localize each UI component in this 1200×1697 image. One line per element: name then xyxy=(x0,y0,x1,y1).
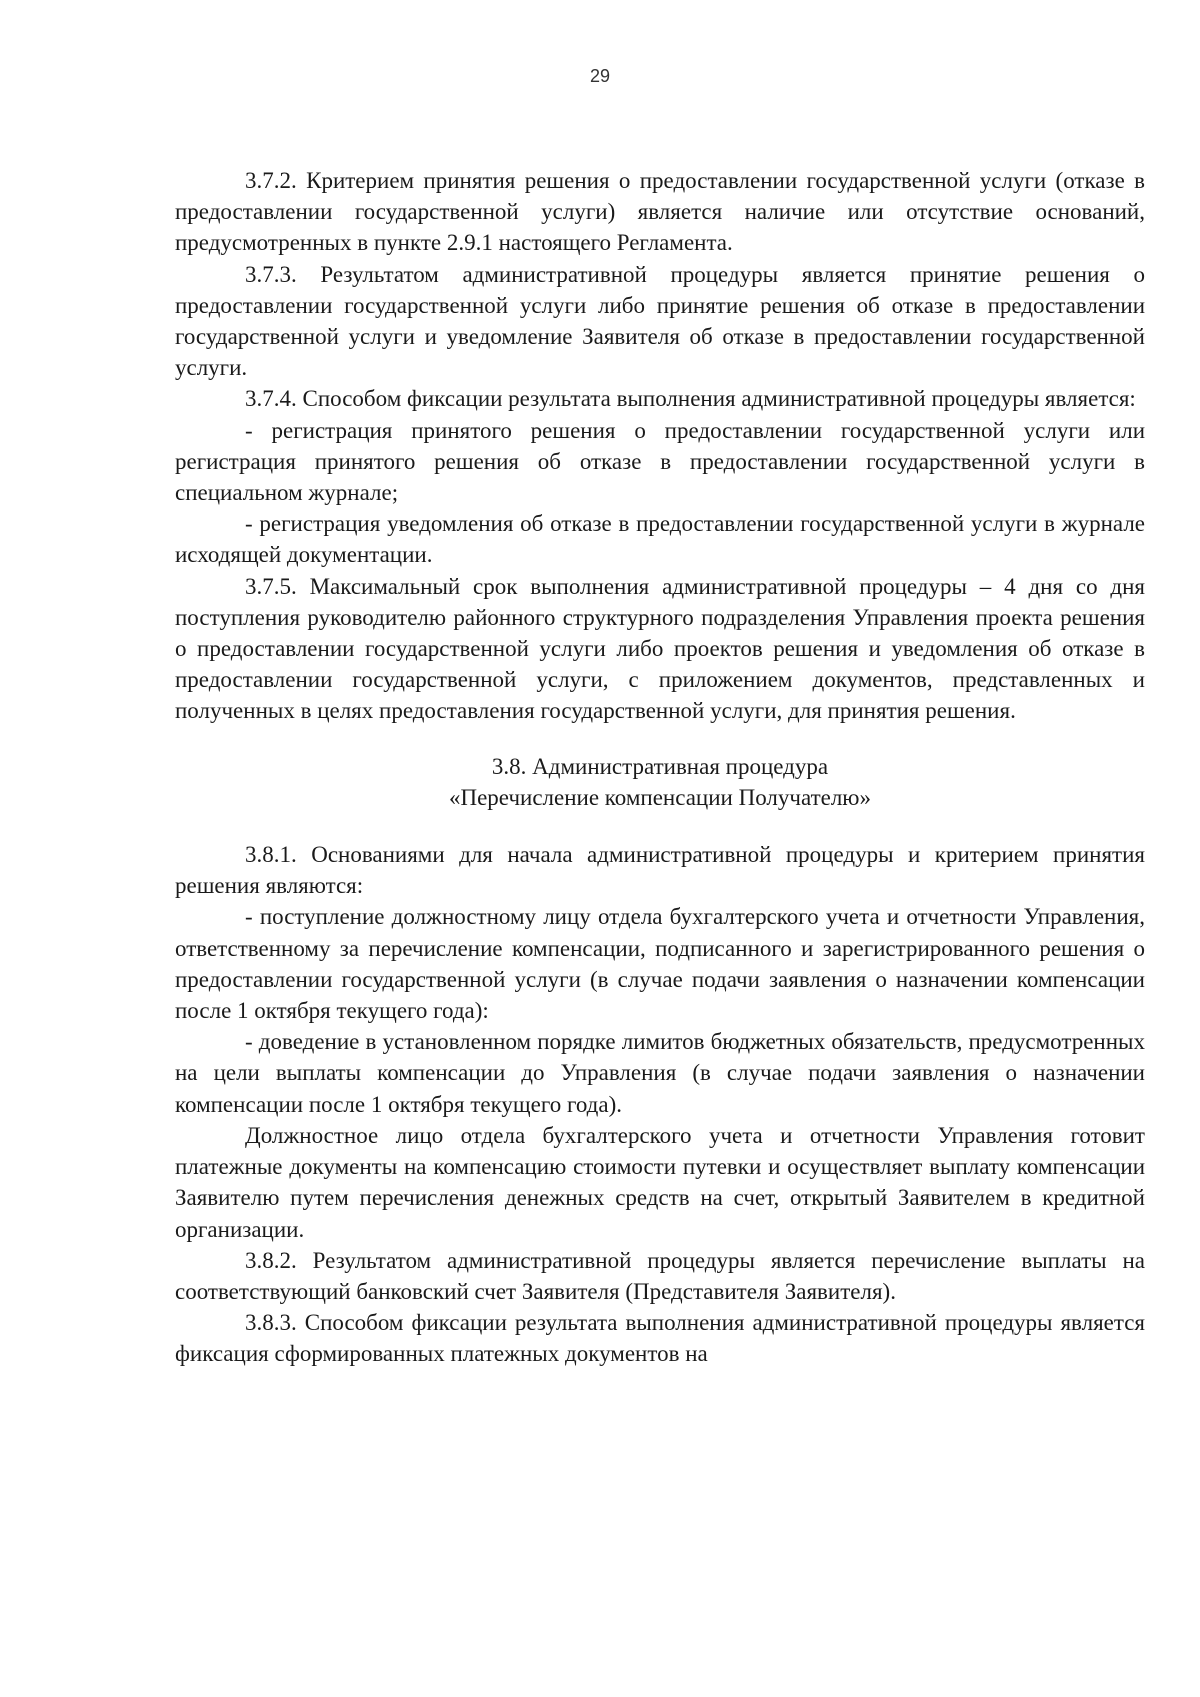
list-item-registration-decision: - регистрация принятого решения о предоставлении государственной услуги или регистрация принятого решения об отказе в предоставлении государственной услуги в специальном журнале; xyxy=(175,417,1145,506)
list-item-budget-limits: - доведение в установленном порядке лимитов бюджетных обязательств, предусмотренных на цели выплаты компенсации до Управления (в случае подачи заявления о назначении компенсации после 1 октября текущего года). xyxy=(175,1029,1145,1117)
document-body xyxy=(175,165,1145,1370)
paragraph-accounting-officer: Должностное лицо отдела бухгалтерского учета и отчетности Управления готовит платежные документы на компенсацию стоимости путевки и осуществляет выплату компенсации Заявителю путем перечисления денежных средств на счет, открытый Заявителем в кредитной организации. xyxy=(175,1122,1145,1242)
paragraph-3-8-1: 3.8.1. Основаниями для начала административной процедуры и критерием принятия решения являются: xyxy=(175,842,1145,899)
section-heading-3-8 xyxy=(175,751,1145,813)
paragraph-3-7-3: 3.7.3. Результатом административной процедуры является принятие решения о предоставлении государственной услуги либо принятие решения об отказе в предоставлении государственной услуги и уведомление Заявителя об отказе в предоставлении государственной услуги. xyxy=(175,261,1145,381)
paragraph-3-8-3: 3.8.3. Способом фиксации результата выполнения административной процедуры является фиксация сформированных платежных документов на xyxy=(175,1310,1145,1367)
section-heading-line-2: «Перечисление компенсации Получателю» xyxy=(448,784,871,810)
section-heading-line-1: 3.8. Административная процедура xyxy=(491,753,829,779)
list-item-receipt-decision: - поступление должностному лицу отдела бухгалтерского учета и отчетности Управления, ответственному за перечисление компенсации, подписанного и зарегистрированного решения о предоставлении государственной услуги (в случае подачи заявления о назначении компенсации после 1 октября текущего года): xyxy=(175,904,1145,1024)
paragraph-3-7-5: 3.7.5. Максимальный срок выполнения административной процедуры – 4 дня со дня поступления руководителю районного структурного подразделения Управления проекта решения о предоставлении государственной услуги либо проектов решения и уведомления об отказе в предоставлении государственной услуги, с приложением документов, представленных и полученных в целях предоставления государственной услуги, для принятия решения. xyxy=(175,573,1145,724)
list-item-registration-notice: - регистрация уведомления об отказе в предоставлении государственной услуги в журнале исходящей документации. xyxy=(175,511,1145,568)
page-number: 29 xyxy=(589,66,611,86)
paragraph-3-7-4: 3.7.4. Способом фиксации результата выполнения административной процедуры является: xyxy=(245,386,1136,412)
paragraph-3-8-2: 3.8.2. Результатом административной процедуры является перечисление выплаты на соответствующий банковский счет Заявителя (Представителя Заявителя). xyxy=(175,1247,1145,1304)
paragraph-3-7-2: 3.7.2. Критерием принятия решения о предоставлении государственной услуги (отказе в предоставлении государственной услуги) является наличие или отсутствие оснований, предусмотренных в пункте 2.9.1 настоящего Регламента. xyxy=(175,168,1145,256)
